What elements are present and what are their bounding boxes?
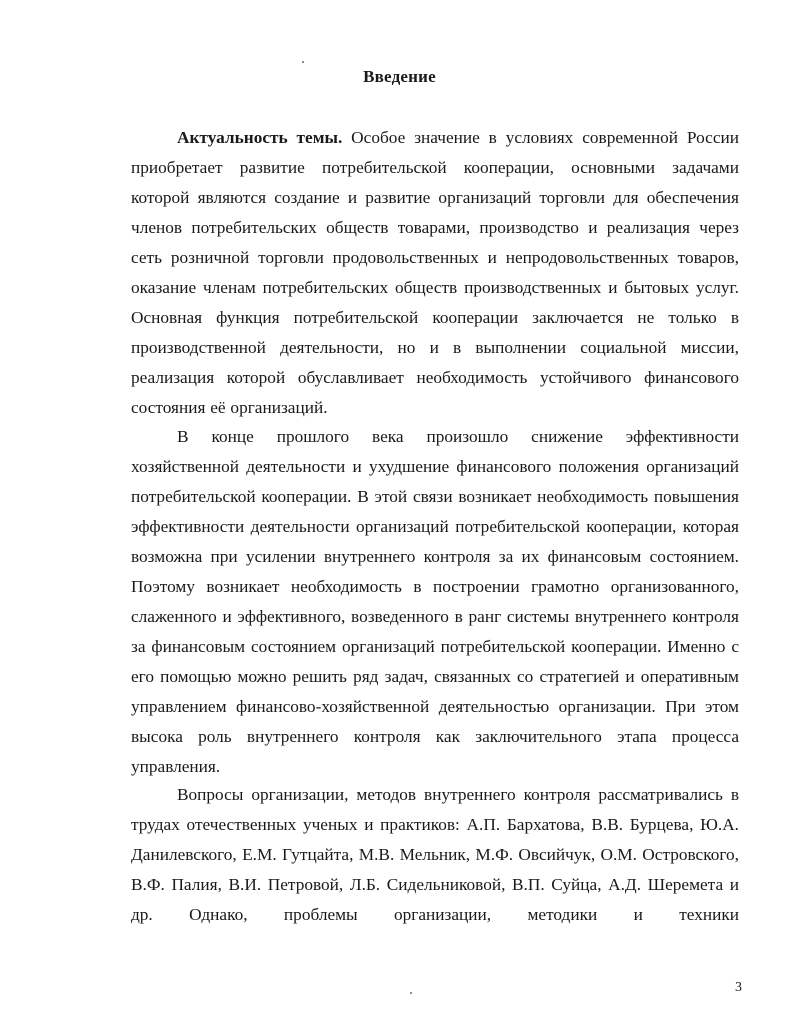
paragraph-text: В конце прошлого века произошло снижение эффективности хозяйственной деятельности и ухудшение финансового положения организаций потребительской кооперации. В этой связи возникает необходимость повышения эффективности деятельности организаций потребительской кооперации, которая возможна при усилении внутреннего контроля за их финансовым состоянием. Поэтому возникает необходимость в построении грамотно организованного, слаженного и эффективного, возведенного в ранг системы внутреннего контроля за финансовым состоянием организаций потребительской кооперации. Именно с его помощью можно решить ряд задач, связанных со стратегией и оперативным управлением финансово-хозяйственной деятельностью организации. При этом высока роль внутреннего контроля как заключительного этапа процесса управления. [131,427,739,776]
paragraph-lead-heading: Актуальность темы. [177,128,343,147]
paragraph-efficiency [131,422,739,782]
paragraph-relevance [131,123,739,423]
page-title: Введение [363,67,436,86]
paragraph-text: Вопросы организации, методов внутреннего контроля рассматривались в трудах отечественных ученых и практиков: А.П. Бархатова, В.В. Бурцева, Ю.А. Данилевского, Е.М. Гутцайта, М.В. Мельник, М.Ф. Овсийчук, О.М. Островского, В.Ф. Палия, В.И. Петровой, Л.Б. Сидельниковой, В.П. Суйца, А.Д. Шеремета и др. Однако, проблемы организации, методики и техники [131,785,739,924]
paragraph-text: Особое значение в условиях современной России приобретает развитие потребительской кооперации, основными задачами которой являются создание и развитие организаций торговли для обеспечения членов потребительских обществ товарами, производство и реализация через сеть розничной торговли продовольственных и непродовольственных товаров, оказание членам потребительских обществ производственных и бытовых услуг. Основная функция потребительской кооперации заключается не только в производственной деятельности, но и в выполнении социальной миссии, реализация которой обуславливает необходимость устойчивого финансового состояния её организаций. [131,128,739,417]
paragraph-literature [131,780,739,930]
page-number: 3 [735,980,742,995]
scan-speck [410,992,412,994]
scan-speck [302,61,304,63]
